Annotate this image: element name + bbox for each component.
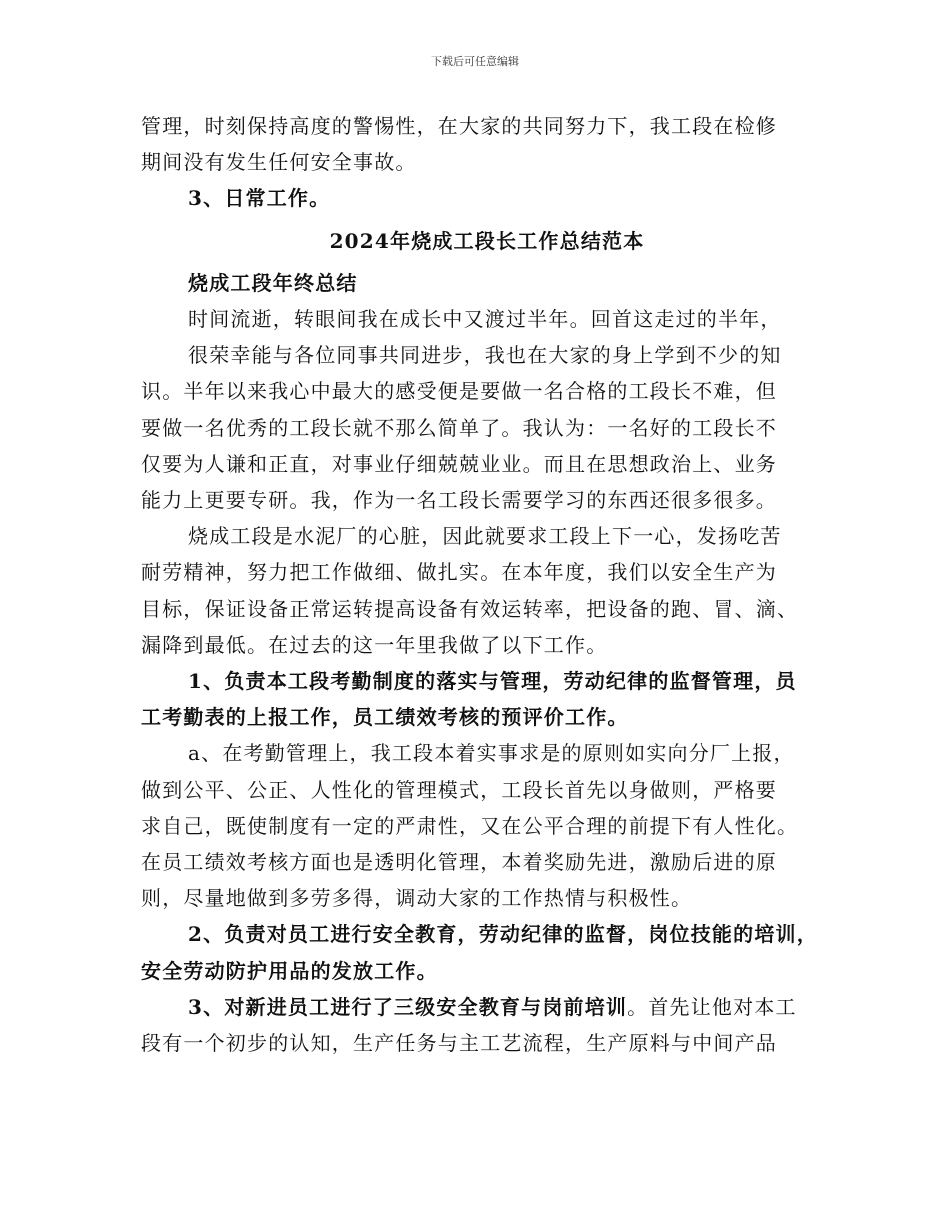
paragraph-safety [141,108,813,180]
text-line [141,989,813,1025]
text-line: 在员工绩效考核方面也是透明化管理，本着奖励先进，激励后进的原 [141,850,777,875]
text-line: 则，尽量地做到多劳多得，调动大家的工作热情与积极性。 [141,886,693,911]
text-line: 很荣幸能与各位同事共同进步，我也在大家的身上学到不少的知 [188,343,782,368]
document-subtitle: 烧成工段年终总结 [188,270,358,295]
text-line: 段有一个初步的认知，生产任务与主工艺流程，生产原料与中间产品 [141,1031,777,1056]
item-3-text: 。首先让他对本工 [627,994,797,1019]
text-line: 目标，保证设备正常运转提高设备有效运转率，把设备的跑、冒、滴、 [141,596,799,621]
item-3-new-employees [141,989,813,1061]
intro-line: 时间流逝，转眼间我在成长中又渡过半年。回首这走过的半年， [188,307,782,332]
text-line: 工考勤表的上报工作，员工绩效考核的预评价工作。 [141,705,629,730]
paragraph-intro [141,337,813,518]
document-body [141,108,818,1061]
text-line: 做到公平、公正、人性化的管理模式，工段长首先以身做则，严格要 [141,777,777,802]
item-1-attendance [141,663,813,735]
text-line: 漏降到最低。在过去的这一年里我做了以下工作。 [141,632,608,657]
paragraph-kiln [141,518,813,663]
text-line: 能力上更要专研。我，作为一名工段长需要学习的东西还很多很多。 [141,488,777,513]
page-header: 下载后可任意编辑 [431,55,519,68]
text-line: 识。半年以来我心中最大的感受便是要做一名合格的工段长不难，但 [141,379,777,404]
item-2-safety-education [141,916,818,988]
text-line: 2、负责对员工进行安全教育，劳动纪律的监督，岗位技能的培训， [188,922,818,947]
item-3-heading: 3、对新进员工进行了三级安全教育与岗前培训 [188,994,628,1019]
paragraph-a [141,735,813,916]
text-line: 管理，时刻保持高度的警惕性，在大家的共同努力下，我工段在检修 [141,114,777,138]
text-line: 1、负责本工段考勤制度的落实与管理，劳动纪律的监督管理，员 [188,669,797,694]
text-line: 耐劳精神，努力把工作做细、做扎实。在本年度，我们以安全生产为 [141,560,777,585]
text-line: a、在考勤管理上，我工段本着实事求是的原则如实向分厂上报， [188,741,795,766]
section-daily-work: 3、日常工作。 [188,186,331,211]
text-line: 仅要为人谦和正直，对事业仔细兢兢业业。而且在思想政治上、业务 [141,451,777,476]
text-line: 安全劳动防护用品的发放工作。 [141,958,438,983]
text-line: 要做一名优秀的工段长就不那么简单了。我认为：一名好的工段长不 [141,415,777,440]
text-line: 期间没有发生任何安全事故。 [141,150,417,175]
text-line: 求自己，既使制度有一定的严肃性，又在公平合理的前提下有人性化。 [141,813,799,838]
text-line: 烧成工段是水泥厂的心脏，因此就要求工段上下一心，发扬吃苦 [188,524,782,549]
document-title: 2024年烧成工段长工作总结范本 [329,228,645,253]
